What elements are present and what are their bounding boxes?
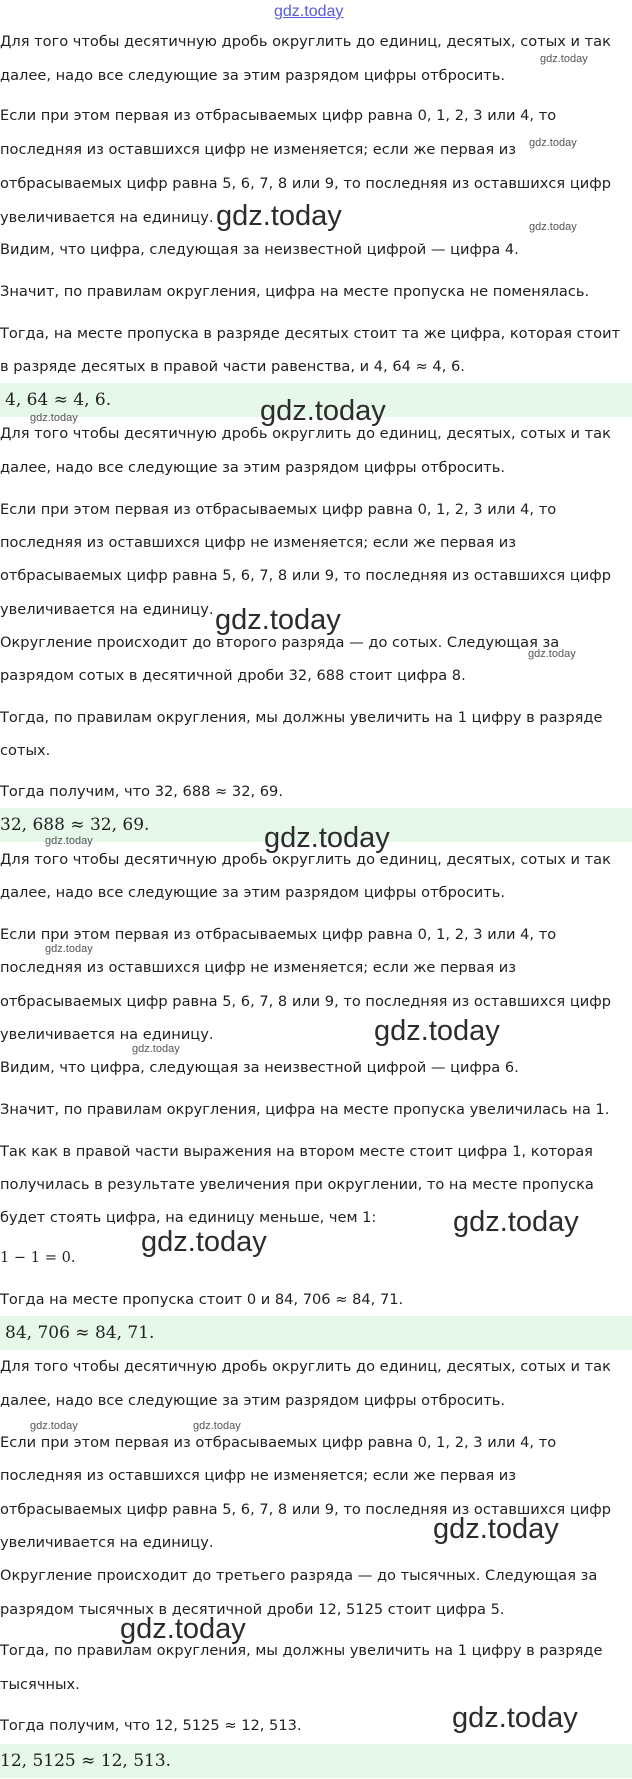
section-4-line-8: разрядом тысячных в десятичной дроби 12, 5125 стоит цифра 5. (0, 1601, 505, 1618)
watermark: gdz.today (45, 835, 93, 847)
watermark: gdz.today (452, 1702, 578, 1734)
section-3-line-12: 1 − 1 = 0. (0, 1249, 76, 1266)
watermark: gdz.today (374, 1015, 500, 1047)
watermark: gdz.today (540, 53, 588, 65)
watermark: gdz.today (141, 1226, 267, 1258)
section-1-line-6: увеличивается на единицу. (0, 209, 214, 226)
section-4-line-11: Тогда получим, что 12, 5125 ≈ 12, 513. (0, 1717, 302, 1734)
section-2-line-3: Если при этом первая из отбрасываемых цифр равна 0, 1, 2, 3 или 4, то (0, 501, 557, 518)
section-1-line-4: последняя из оставшихся цифр не изменяется; если же первая из (0, 141, 516, 158)
section-2-line-1: Для того чтобы десятичную дробь округлить до единиц, десятых, сотых и так (0, 425, 611, 442)
section-3-line-13: Тогда на месте пропуска стоит 0 и 84, 706 ≈ 84, 71. (0, 1291, 404, 1308)
section-4-line-2: далее, надо все следующие за этим разрядом цифры отбросить. (0, 1392, 506, 1409)
watermark: gdz.today (529, 221, 577, 233)
section-4-line-9: Тогда, по правилам округления, мы должны увеличить на 1 цифру в разряде (0, 1642, 603, 1659)
section-4-line-6: увеличивается на единицу. (0, 1534, 214, 1551)
watermark: gdz.today (193, 1420, 241, 1432)
watermark: gdz.today (216, 200, 342, 232)
section-2-line-4: последняя из оставшихся цифр не изменяется; если же первая из (0, 534, 516, 551)
section-2-line-5: отбрасываемых цифр равна 5, 6, 7, 8 или 9, то последняя из оставшихся цифр (0, 567, 612, 584)
section-1-line-8: Значит, по правилам округления, цифра на месте пропуска не поменялась. (0, 283, 590, 300)
section-3-answer: 84, 706 ≈ 84, 71. (5, 1323, 155, 1343)
section-2-answer: 32, 688 ≈ 32, 69. (0, 815, 150, 835)
section-4-line-5: отбрасываемых цифр равна 5, 6, 7, 8 или 9, то последняя из оставшихся цифр (0, 1501, 612, 1518)
section-2-line-10: сотых. (0, 742, 51, 759)
section-3-line-3: Если при этом первая из отбрасываемых цифр равна 0, 1, 2, 3 или 4, то (0, 926, 557, 943)
section-3-line-5: отбрасываемых цифр равна 5, 6, 7, 8 или 9, то последняя из оставшихся цифр (0, 993, 612, 1010)
watermark: gdz.today (529, 137, 577, 149)
watermark: gdz.today (433, 1513, 559, 1545)
watermark: gdz.today (120, 1613, 246, 1645)
section-1-answer: 4, 64 ≈ 4, 6. (5, 390, 112, 410)
section-1-line-10: в разряде десятых в правой части равенства, и 4, 64 ≈ 4, 6. (0, 358, 465, 375)
section-4-line-3: Если при этом первая из отбрасываемых цифр равна 0, 1, 2, 3 или 4, то (0, 1434, 557, 1451)
section-3-line-7: Видим, что цифра, следующая за неизвестной цифрой — цифра 6. (0, 1059, 519, 1076)
section-3-line-4: последняя из оставшихся цифр не изменяется; если же первая из (0, 959, 516, 976)
section-3-line-2: далее, надо все следующие за этим разрядом цифры отбросить. (0, 884, 506, 901)
section-3-line-9: Так как в правой части выражения на втором месте стоит цифра 1, которая (0, 1143, 593, 1160)
section-4-line-10: тысячных. (0, 1676, 80, 1693)
watermark: gdz.today (215, 604, 341, 636)
watermark: gdz.today (30, 412, 78, 424)
section-2-line-2: далее, надо все следующие за этим разрядом цифры отбросить. (0, 459, 506, 476)
watermark: gdz.today (260, 395, 386, 427)
watermark: gdz.today (30, 1420, 78, 1432)
section-2-line-9: Тогда, по правилам округления, мы должны увеличить на 1 цифру в разряде (0, 709, 603, 726)
section-3-line-6: увеличивается на единицу. (0, 1026, 214, 1043)
header-watermark-link[interactable]: gdz.today (274, 3, 344, 20)
section-4-line-4: последняя из оставшихся цифр не изменяется; если же первая из (0, 1467, 516, 1484)
section-1-line-2: далее, надо все следующие за этим разрядом цифры отбросить. (0, 67, 506, 84)
section-1-line-9: Тогда, на месте пропуска в разряде десятых стоит та же цифра, которая стоит (0, 325, 621, 342)
section-2-line-11: Тогда получим, что 32, 688 ≈ 32, 69. (0, 783, 283, 800)
section-3-line-10: получилась в результате увеличения при округлении, то на месте пропуска (0, 1176, 594, 1193)
section-4-line-1: Для того чтобы десятичную дробь округлить до единиц, десятых, сотых и так (0, 1358, 611, 1375)
section-2-line-8: разрядом сотых в десятичной дроби 32, 688 стоит цифра 8. (0, 667, 466, 684)
section-2-line-6: увеличивается на единицу. (0, 601, 214, 618)
section-1-line-3: Если при этом первая из отбрасываемых цифр равна 0, 1, 2, 3 или 4, то (0, 107, 557, 124)
section-4-line-7: Округление происходит до третьего разряда — до тысячных. Следующая за (0, 1567, 598, 1584)
watermark: gdz.today (528, 648, 576, 660)
section-3-line-11: будет стоять цифра, на единицу меньше, чем 1: (0, 1209, 377, 1226)
section-1-line-5: отбрасываемых цифр равна 5, 6, 7, 8 или 9, то последняя из оставшихся цифр (0, 175, 612, 192)
section-1-line-7: Видим, что цифра, следующая за неизвестной цифрой — цифра 4. (0, 241, 519, 258)
watermark: gdz.today (132, 1043, 180, 1055)
watermark: gdz.today (453, 1206, 579, 1238)
watermark: gdz.today (264, 822, 390, 854)
watermark: gdz.today (45, 943, 93, 955)
section-4-answer: 12, 5125 ≈ 12, 513. (0, 1751, 172, 1771)
section-3-line-1: Для того чтобы десятичную дробь округлить до единиц, десятых, сотых и так (0, 851, 611, 868)
section-1-line-1: Для того чтобы десятичную дробь округлить до единиц, десятых, сотых и так (0, 33, 611, 50)
section-3-line-8: Значит, по правилам округления, цифра на месте пропуска увеличилась на 1. (0, 1101, 610, 1118)
section-2-line-7: Округление происходит до второго разряда — до сотых. Следующая за (0, 634, 560, 651)
